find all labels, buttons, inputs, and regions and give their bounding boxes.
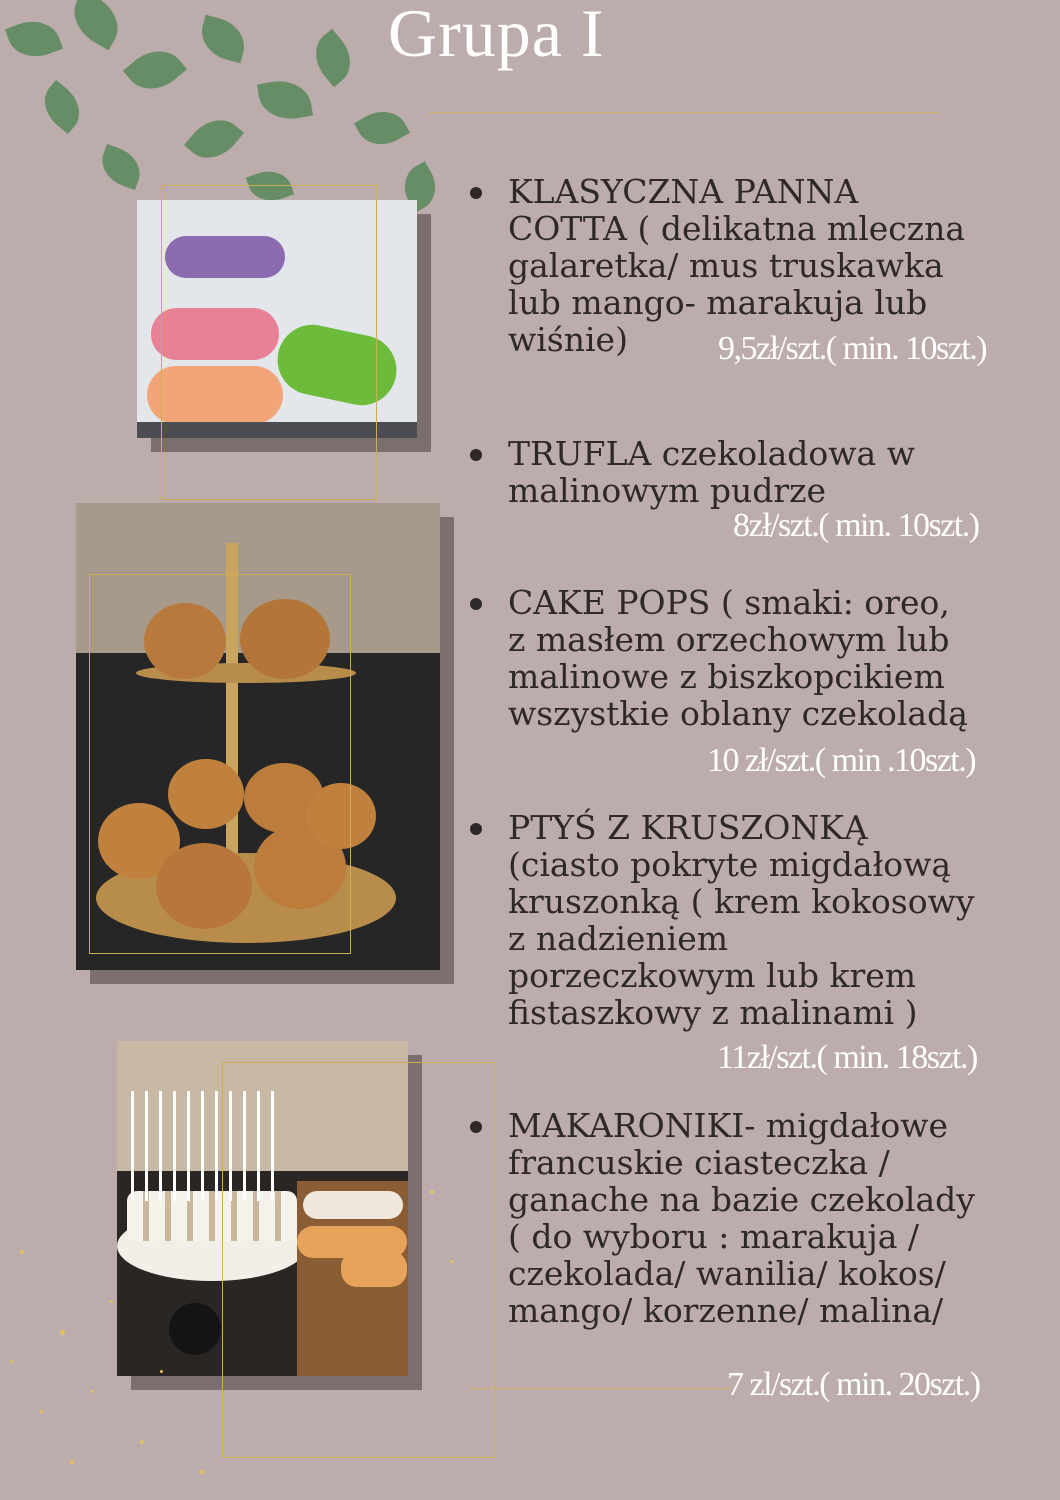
- menu-item-price: 7 zl/szt.( min. 20szt.): [727, 1366, 980, 1403]
- gold-frame: [89, 574, 351, 954]
- menu-item-description: TRUFLA czekoladowa w malinowym pudrze: [508, 434, 915, 510]
- leaf-icon: [63, 0, 128, 50]
- menu-item-trufla: [470, 435, 1030, 509]
- bullet-icon: [470, 598, 482, 610]
- page-title: Grupa I: [388, 0, 605, 71]
- leaf-icon: [304, 29, 361, 87]
- bullet-icon: [470, 823, 482, 835]
- gold-divider-bottom: [470, 1388, 730, 1389]
- gold-glitter-decoration: [0, 1150, 470, 1500]
- leaf-icon: [5, 13, 63, 65]
- bullet-icon: [470, 449, 482, 461]
- menu-item-price: 9,5zł/szt.( min. 10szt.): [718, 330, 987, 367]
- leaf-icon: [196, 15, 250, 64]
- menu-item-ptys: [470, 809, 1030, 1031]
- leaf-icon: [123, 39, 187, 102]
- leaf-icon: [34, 80, 90, 134]
- gold-divider-top: [430, 112, 940, 113]
- menu-item-description: PTYŚ Z KRUSZONKĄ (ciasto pokryte migdałową kruszonką ( krem kokosowy z nadzieniem porzeczkowym lub krem fistaszkowy z malinami ): [508, 808, 975, 1032]
- bullet-icon: [470, 187, 482, 199]
- menu-item-description: CAKE POPS ( smaki: oreo, z masłem orzechowym lub malinowe z biszkopcikiem wszystkie oblany czekoladą: [508, 583, 968, 733]
- bullet-icon: [470, 1121, 482, 1133]
- leaf-icon: [257, 76, 313, 124]
- menu-item-price: 10 zł/szt.( min .10szt.): [707, 742, 976, 779]
- menu-item-cake-pops: [470, 584, 1030, 732]
- leaf-icon: [354, 101, 410, 154]
- gold-frame: [161, 185, 377, 500]
- menu-item-price: 8zł/szt.( min. 10szt.): [733, 507, 979, 544]
- leaf-icon: [95, 144, 146, 190]
- menu-item-makaroniki: [470, 1107, 1030, 1329]
- leaf-icon: [184, 108, 244, 169]
- menu-item-description: MAKARONIKI- migdałowe francuskie ciasteczka / ganache na bazie czekolady ( do wyboru : marakuja / czekolada/ wanilia/ kokos/ mango/ korzenne/ malina/: [508, 1106, 975, 1330]
- menu-item-price: 11zł/szt.( min. 18szt.): [717, 1039, 977, 1076]
- menu-item-description: KLASYCZNA PANNA COTTA ( delikatna mleczna galaretka/ mus truskawka lub mango- marakuja lub wiśnie): [508, 172, 966, 359]
